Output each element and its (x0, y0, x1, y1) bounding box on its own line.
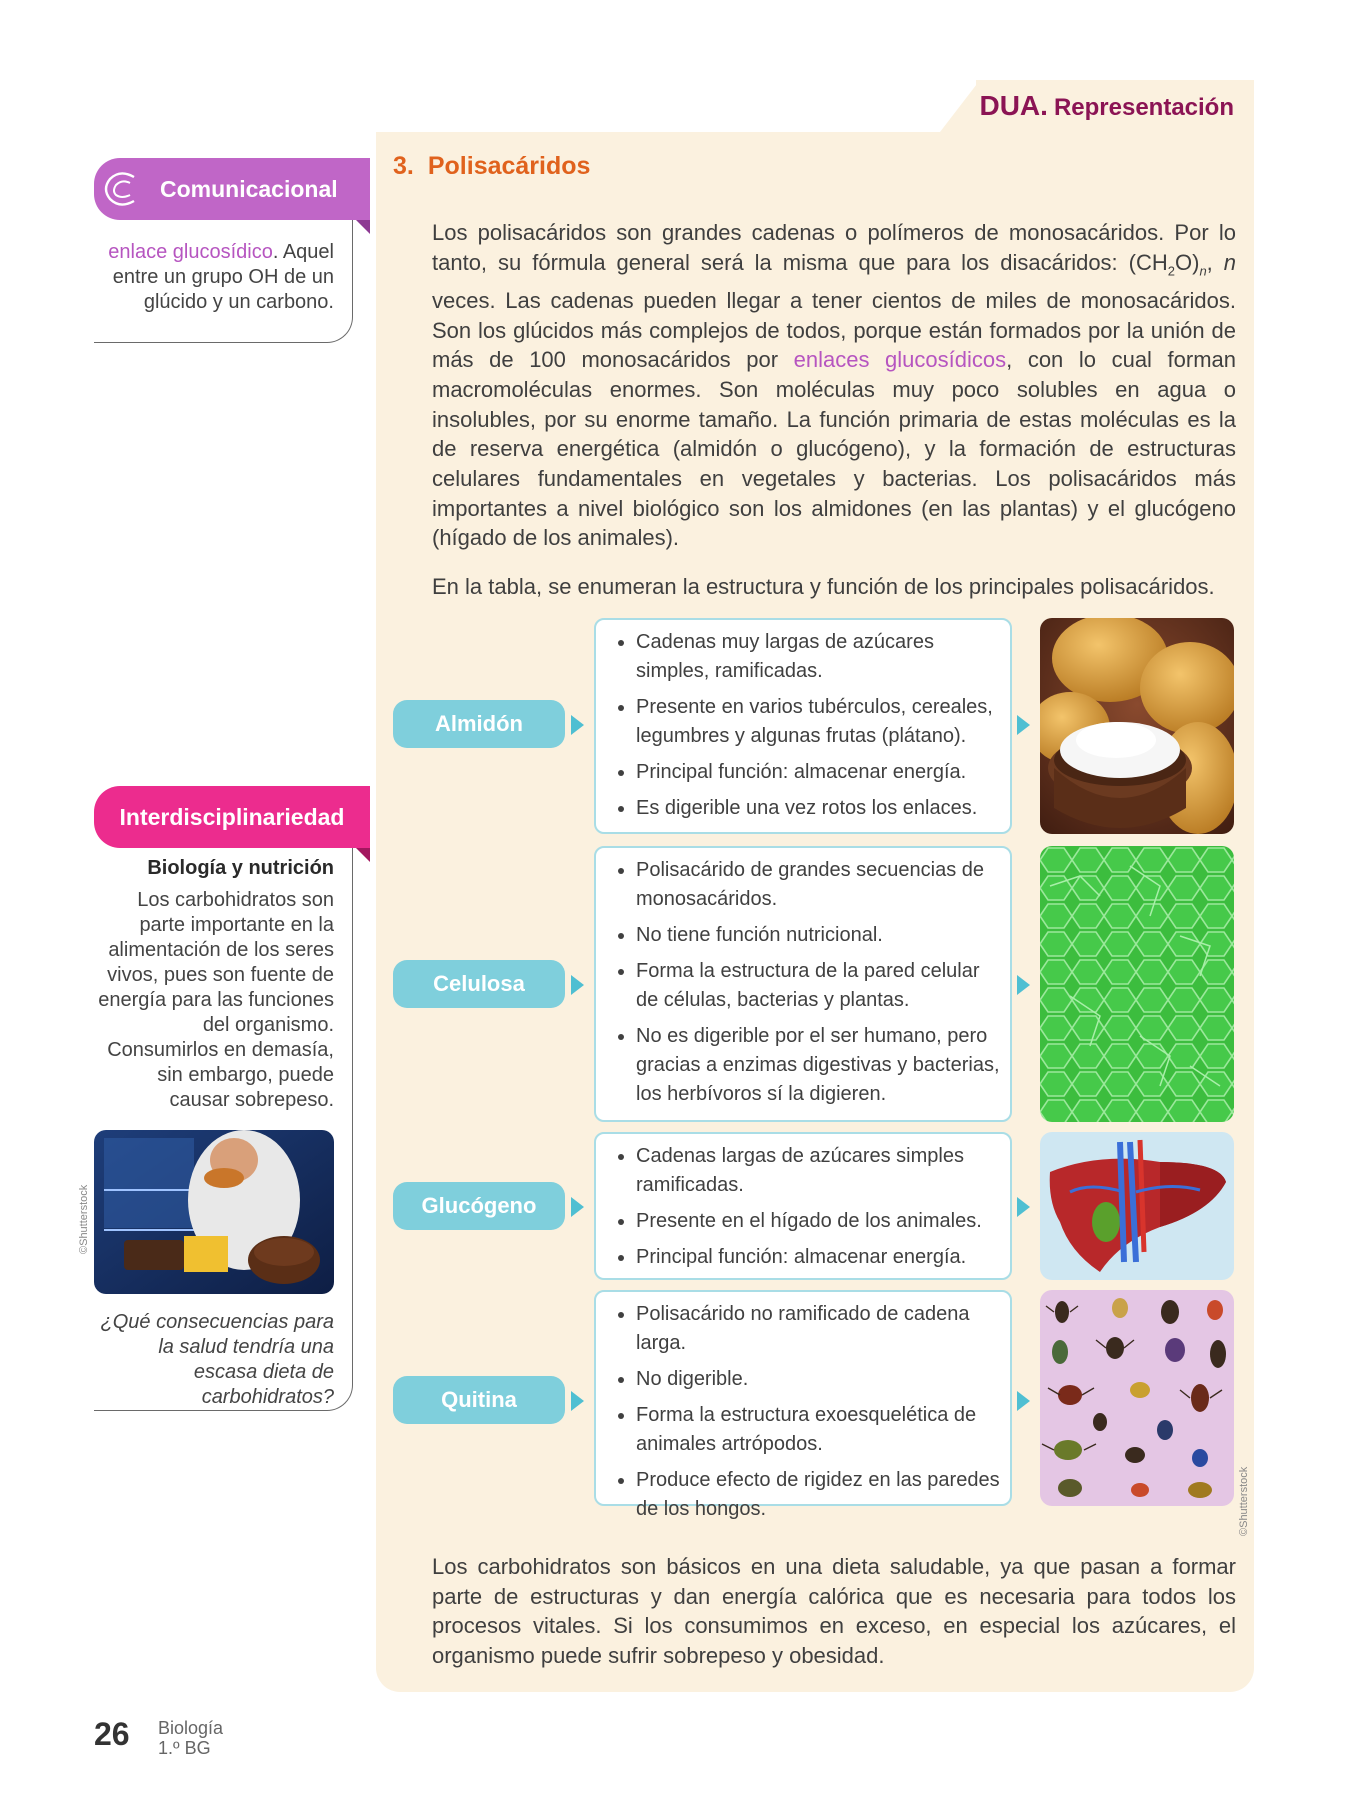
glossary-term: enlace glucosídico (108, 241, 273, 263)
footer-grade: 1.º BG (158, 1738, 211, 1758)
glossary-definition-text: . Aquel entre un grupo OH de un glúcido y un carbono. (112, 241, 334, 313)
p1-text-e: , con lo cual forman macromoléculas enormes. Son moléculas muy poco solubles en agua o insolubles, por su enorme tamaño. La función primaria de estas moléculas es la de reserva energética (almidón o glucógeno), y la formación de estructuras celulares fundamentales en vegetales y bacterias. Los polisacáridos más importantes a nivel biológico son los almidones (en las plantas) y el glucógeno (hígado de los animales). (432, 347, 1236, 551)
list-item: • Principal función: almacenar energía. (636, 1243, 1000, 1272)
photo-credit-right: ©Shutterstock (1238, 1466, 1250, 1536)
section-number: 3. (393, 152, 414, 180)
list-item: • Polisacárido no ramificado de cadena larga. (636, 1300, 1000, 1358)
label-almidon: Almidón (393, 700, 565, 748)
dua-label (979, 90, 1234, 122)
info-box-quitina (594, 1290, 1012, 1520)
list-item: • No tiene función nutricional. (636, 921, 1000, 950)
comunicacional-header (94, 158, 370, 220)
arrow-right-icon (1017, 1197, 1030, 1217)
list-item: • Forma la estructura exoesquelética de animales artrópodos. (636, 1401, 1000, 1459)
list-item: • Forma la estructura de la pared celular de células, bacterias y plantas. (636, 957, 1000, 1015)
communication-icon (100, 167, 144, 211)
arrow-right-icon (1017, 715, 1030, 735)
list-item: • Polisacárido de grandes secuencias de monosacáridos. (636, 856, 1000, 914)
reflection-question: ¿Qué consecuencias para la salud tendría una escasa dieta de carbohidratos? (100, 1311, 334, 1408)
list-item: • Presente en el hígado de los animales. (636, 1207, 1000, 1236)
table-intro-paragraph: En la tabla, se enumeran la estructura y función de los principales polisacáridos. (432, 574, 1215, 599)
dua-strong: DUA. (979, 90, 1048, 121)
footer-subject (158, 1718, 223, 1758)
intro-paragraph (432, 218, 1236, 553)
p1-text-d: veces. Las cadenas pueden llegar a tener cientos de miles de monosacáridos. Son los glúcidos más complejos de todos, porque están formados por la unión de más de 100 monosacáridos por (432, 287, 1236, 373)
interdisciplinary-text: Los carbohidratos son parte importante en la alimentación de los seres vivos, pues son fuente de energía para las funciones del organismo. Consumirlos en demasía, sin embargo, puede causar sobrepeso. (98, 889, 334, 1111)
panel-notch (376, 80, 976, 132)
list-item: • Presente en varios tubérculos, cereales, legumbres y algunas frutas (plátano). (636, 693, 1000, 751)
photo-credit-left: ©Shutterstock (78, 1184, 90, 1254)
arrow-right-icon (571, 1391, 584, 1411)
plant-cells-image (1040, 846, 1234, 1122)
fridge-snack-image (94, 1130, 334, 1294)
interdisciplinariedad-header: Interdisciplinariedad (94, 786, 370, 848)
p1-text-c: , (1206, 249, 1224, 275)
p1-sub-2: 2 (1167, 263, 1175, 279)
arrow-right-icon (1017, 1391, 1030, 1411)
page-number: 26 (94, 1716, 130, 1752)
arrow-right-icon (571, 1197, 584, 1217)
interdisciplinary-subtitle: Biología y nutrición (147, 857, 334, 879)
label-quitina: Quitina (393, 1376, 565, 1424)
info-box-celulosa (594, 846, 1012, 1122)
p1-text-b: O) (1174, 249, 1200, 275)
list-item: • Principal función: almacenar energía. (636, 758, 1000, 787)
dua-text: Representación (1053, 94, 1234, 121)
list-item: • Cadenas muy largas de azúcares simples, ramificadas. (636, 628, 1000, 686)
p1-n-italic: n (1223, 249, 1237, 275)
potatoes-and-starch-image (1040, 618, 1234, 834)
comunicacional-title: Comunicacional (160, 175, 338, 202)
label-celulosa: Celulosa (393, 960, 565, 1008)
info-box-almidon (594, 618, 1012, 834)
section-title (393, 152, 590, 181)
arrow-right-icon (571, 715, 584, 735)
closing-paragraph: Los carbohidratos son básicos en una dieta saludable, ya que pasan a formar parte de estructuras y dan energía calórica que es necesaria para todos los procesos vitales. Si los consumimos en exceso, en especial los azúcares, el organismo puede sufrir sobrepeso y obesidad. (432, 1554, 1236, 1669)
glossary-link-enlaces[interactable]: enlaces glucosídicos (793, 347, 1007, 373)
insects-image (1040, 1290, 1234, 1506)
list-item: • Es digerible una vez rotos los enlaces. (636, 794, 1000, 823)
list-item: • Produce efecto de rigidez en las paredes de los hongos. (636, 1466, 1000, 1524)
footer-subject-name: Biología (158, 1718, 224, 1738)
list-item: • Cadenas largas de azúcares simples ramificadas. (636, 1142, 1000, 1200)
arrow-right-icon (1017, 975, 1030, 995)
glossary-definition (94, 240, 334, 315)
info-box-glucogeno (594, 1132, 1012, 1280)
label-glucogeno: Glucógeno (393, 1182, 565, 1230)
p1-sub-n: n (1199, 263, 1207, 279)
p1-text-a: Los polisacáridos son grandes cadenas o polímeros de monosacáridos. Por lo tanto, su fórmula general será la misma que para los disacáridos: (CH (432, 220, 1236, 275)
liver-image (1040, 1132, 1234, 1280)
list-item: • No digerible. (636, 1365, 1000, 1394)
section-title-text: Polisacáridos (427, 152, 591, 180)
list-item: • No es digerible por el ser humano, pero gracias a enzimas digestivas y bacterias, los herbívoros sí la digieren. (636, 1022, 1000, 1109)
arrow-right-icon (571, 975, 584, 995)
